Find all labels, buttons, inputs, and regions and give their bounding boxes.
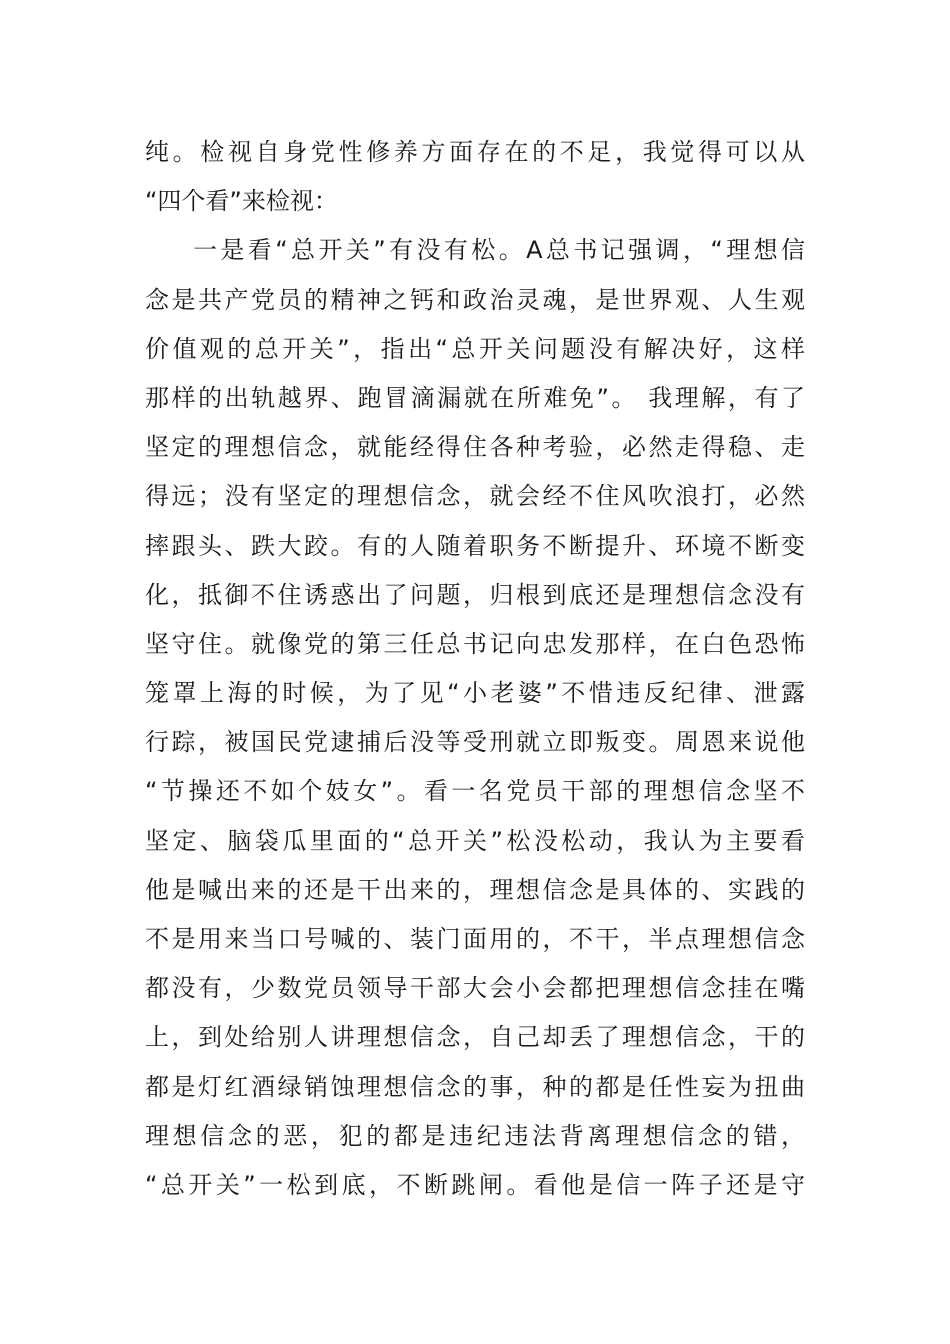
text-line: 摔跟头、跌大跤。有的人随着职务不断提升、环境不断变 (145, 531, 805, 560)
text-line: 得远；没有坚定的理想信念，就会经不住风吹浪打，必然 (145, 482, 805, 511)
text-line: 都没有，少数党员领导干部大会小会都把理想信念挂在嘴 (145, 974, 805, 1003)
text-line: 那样的出轨越界、跑冒滴漏就在所难免”。 我理解，有了 (145, 383, 805, 412)
text-line: 笼罩上海的时候，为了见“小老婆”不惜违反纪律、泄露 (145, 679, 805, 708)
text-line: “四个看”来检视： (145, 187, 338, 216)
text-line: 行踪，被国民党逮捕后没等受刑就立即叛变。周恩来说他 (145, 728, 805, 757)
text-line: 纯。检视自身党性修养方面存在的不足，我觉得可以从 (145, 138, 805, 166)
text-line: 念是共产党员的精神之钙和政治灵魂，是世界观、人生观 (145, 285, 805, 314)
text-line: 价值观的总开关”，指出“总开关问题没有解决好，这样 (145, 334, 805, 363)
text-line: 坚守住。就像党的第三任总书记向忠发那样，在白色恐怖 (145, 629, 805, 658)
text-line: 理想信念的恶，犯的都是违纪违法背离理想信念的错， (145, 1121, 805, 1150)
text-line: 坚定的理想信念，就能经得住各种考验，必然走得稳、走 (145, 433, 805, 462)
text-line: 坚定、脑袋瓜里面的“总开关”松没松动，我认为主要看 (145, 826, 805, 855)
text-line: “节操还不如个妓女”。看一名党员干部的理想信念坚不 (145, 777, 805, 806)
text-line: 都是灯红酒绿销蚀理想信念的事，种的都是任性妄为扭曲 (145, 1072, 805, 1101)
body-text (145, 128, 805, 1210)
text-line: 化，抵御不住诱惑出了问题，归根到底还是理想信念没有 (145, 580, 805, 609)
text-line: “总开关”一松到底，不断跳闸。看他是信一阵子还是守 (145, 1170, 805, 1199)
paragraph-first-line: 一是看“总开关”有没有松。A总书记强调，“理想信 (193, 236, 805, 265)
text-line: 不是用来当口号喊的、装门面用的，不干，半点理想信念 (145, 925, 805, 953)
text-line: 上，到处给别人讲理想信念，自己却丢了理想信念，干的 (145, 1023, 805, 1052)
text-line: 他是喊出来的还是干出来的，理想信念是具体的、实践的 (145, 875, 805, 904)
